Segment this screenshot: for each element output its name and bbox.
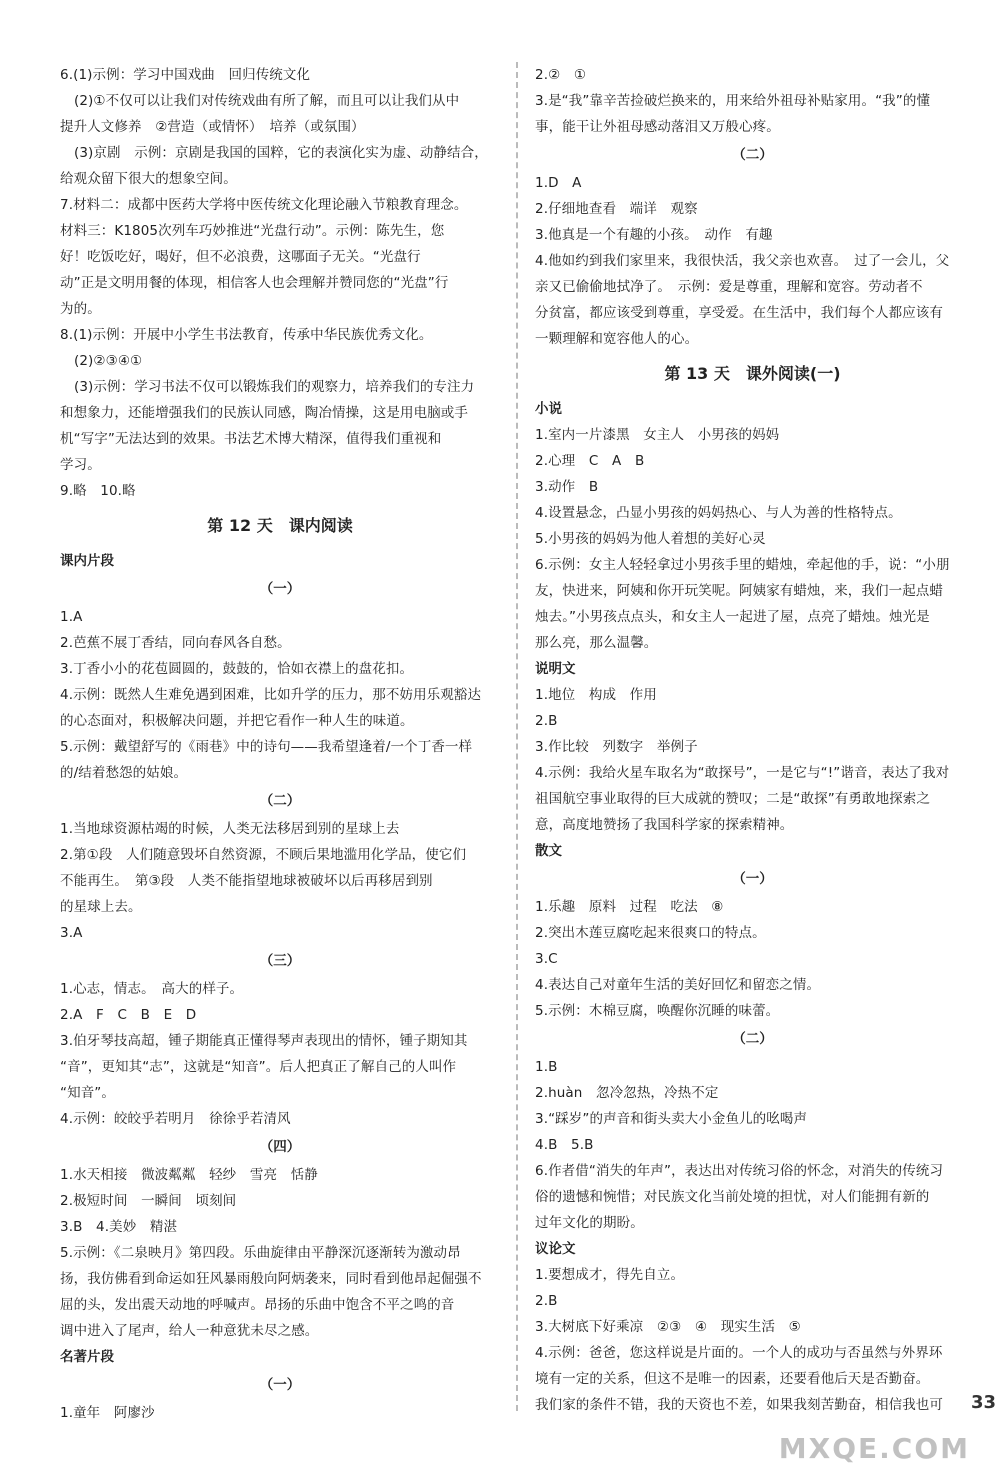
subsection-heading: 小说 bbox=[535, 401, 562, 417]
answer-line: 动”正是文明用餐的体现，相信客人也会理解并赞同您的“光盘”行 bbox=[60, 275, 449, 291]
part-heading: （一） bbox=[259, 1377, 301, 1393]
answer-line: 的/结着愁怨的姑娘。 bbox=[60, 765, 188, 781]
right-column bbox=[535, 62, 970, 1418]
answer-line: 6.(1)示例：学习中国戏曲 回归传统文化 bbox=[60, 67, 311, 83]
answer-line: 4.表达自己对童年生活的美好回忆和留恋之情。 bbox=[535, 977, 821, 993]
answer-line: 3.大树底下好乘凉 ②③ ④ 现实生活 ⑤ bbox=[535, 1319, 801, 1335]
answer-line: 3.他真是一个有趣的小孩。 动作 有趣 bbox=[535, 227, 773, 243]
answer-line: 2.B bbox=[535, 1293, 558, 1309]
answer-line: 4.B 5.B bbox=[535, 1137, 594, 1153]
answer-line: 4.示例：既然人生难免遇到困难，比如升学的压力，那不妨用乐观豁达 bbox=[60, 687, 482, 703]
answer-line: 6.示例：女主人轻轻拿过小男孩手里的蜡烛，牵起他的手，说：“小朋 bbox=[535, 557, 950, 573]
answer-line: 3.B 4.美妙 精湛 bbox=[60, 1219, 178, 1235]
answer-line: 机“写字”无法达到的效果。书法艺术博大精深，值得我们重视和 bbox=[60, 431, 442, 447]
answer-line: 亲又已偷偷地拭净了。 示例：爱是尊重，理解和宽容。劳动者不 bbox=[535, 279, 923, 295]
answer-line: 7.材料二：成都中医药大学将中医传统文化理论融入节粮教育理念。 bbox=[60, 197, 468, 213]
page-number: 33 bbox=[970, 1392, 996, 1413]
answer-line: 好！吃饭吃好，喝好，但不必浪费，这哪面子无关。“光盘行 bbox=[60, 249, 421, 265]
part-heading: （二） bbox=[259, 793, 301, 809]
answer-line: “音”，更知其“志”，这就是“知音”。后人把真正了解自己的人叫作 bbox=[60, 1059, 457, 1075]
answer-line: 扬，我仿佛看到命运如狂风暴雨般向阿炳袭来，同时看到他昂起倔强不 bbox=[60, 1271, 482, 1287]
answer-line: 2.第①段 人们随意毁坏自然资源，不顾后果地滥用化学品，使它们 bbox=[60, 847, 467, 863]
answer-line: 3.是“我”靠辛苦捡破烂换来的，用来给外祖母补贴家用。“我”的懂 bbox=[535, 93, 931, 109]
section-title: 第 13 天 课外阅读(一) bbox=[664, 364, 841, 383]
answer-line: 3.丁香小小的花苞圆圆的，鼓鼓的，恰如衣襟上的盘花扣。 bbox=[60, 661, 414, 677]
answer-line: 3.伯牙琴技高超，锺子期能真正懂得琴声表现出的情怀，锺子期知其 bbox=[60, 1033, 468, 1049]
answer-line: 给观众留下很大的想象空间。 bbox=[60, 171, 237, 187]
answer-line: 2.突出木莲豆腐吃起来很爽口的特点。 bbox=[535, 925, 766, 941]
answer-line: 2.心理 C A B bbox=[535, 453, 645, 469]
subsection-heading: 名著片段 bbox=[60, 1349, 114, 1365]
answer-line: 4.示例：皎皎乎若明月 徐徐乎若清风 bbox=[60, 1111, 291, 1127]
answer-line: 过年文化的期盼。 bbox=[535, 1215, 644, 1231]
answer-line: 俗的遗憾和惋惜；对民族文化当前处境的担忧，对人们能拥有新的 bbox=[535, 1189, 930, 1205]
part-heading: （三） bbox=[259, 953, 301, 969]
answer-line: 材料三：K1805次列车巧妙推进“光盘行动”。示例：陈先生，您 bbox=[60, 223, 445, 239]
part-heading: （二） bbox=[732, 147, 773, 163]
answer-line: 1.D A bbox=[535, 175, 582, 191]
subsection-heading: 散文 bbox=[535, 843, 562, 859]
answer-line: 1.水天相接 微波粼粼 轻纱 雪亮 恬静 bbox=[60, 1167, 318, 1183]
subsection-heading: 说明文 bbox=[535, 661, 576, 677]
answer-line: 9.略 10.略 bbox=[60, 483, 136, 499]
answer-line: 调中进入了尾声，给人一种意犹未尽之感。 bbox=[60, 1323, 319, 1339]
column-divider bbox=[516, 62, 518, 1411]
answer-line: 1.室内一片漆黑 女主人 小男孩的妈妈 bbox=[535, 427, 780, 443]
answer-line: 1.当地球资源枯竭的时候，人类无法移居到别的星球上去 bbox=[60, 821, 400, 837]
answer-line: 烛去。”小男孩点点头，和女主人一起进了屋，点亮了蜡烛。烛光是 bbox=[535, 609, 930, 625]
subsection-heading: 议论文 bbox=[535, 1241, 576, 1257]
answer-line: 1.B bbox=[535, 1059, 558, 1075]
answer-line: 1.童年 阿廖沙 bbox=[60, 1405, 155, 1421]
part-heading: （二） bbox=[732, 1031, 773, 1047]
answer-line: (2)②③④① bbox=[74, 353, 143, 369]
answer-line: 的星球上去。 bbox=[60, 899, 142, 915]
answer-line: 意，高度地赞扬了我国科学家的探索精神。 bbox=[535, 817, 794, 833]
answer-line: 4.示例：我给火星车取名为“敢探号”，一是它与“!”谐音，表达了我对 bbox=[535, 765, 950, 781]
answer-line: 为的。 bbox=[60, 301, 101, 317]
answer-line: 我们家的条件不错，我的天资也不差，如果我刻苦勤奋，相信我也可 bbox=[535, 1397, 943, 1413]
answer-line: 的心态面对，积极解决问题，并把它看作一种人生的味道。 bbox=[60, 713, 414, 729]
answer-line: 5.示例：《二泉映月》第四段。乐曲旋律由平静深沉逐渐转为激动昂 bbox=[60, 1245, 461, 1261]
answer-line: 3.“踩岁”的声音和街头卖大小金鱼儿的吆喝声 bbox=[535, 1111, 808, 1127]
answer-line: 2.芭蕉不展丁香结，同向春风各自愁。 bbox=[60, 635, 291, 651]
answer-line: 2.极短时间 一瞬间 顷刻间 bbox=[60, 1193, 237, 1209]
answer-line: 2.仔细地查看 端详 观察 bbox=[535, 201, 698, 217]
answer-line: 2.B bbox=[535, 713, 558, 729]
answer-line: 提升人文修养 ②营造（或情怀） 培养（或氛围） bbox=[60, 119, 365, 135]
part-heading: （一） bbox=[259, 581, 301, 597]
watermark-text: MXQE.COM bbox=[778, 1432, 970, 1465]
answer-line: 4.示例：爸爸，您这样说是片面的。一个人的成功与否虽然与外界环 bbox=[535, 1345, 943, 1361]
answer-line: (3)京剧 示例：京剧是我国的国粹，它的表演化实为虚、动静结合， bbox=[74, 145, 488, 161]
answer-line: 一颗理解和宽容他人的心。 bbox=[535, 331, 699, 347]
answer-line: 1.A bbox=[60, 609, 83, 625]
answer-line: 2.② ① bbox=[535, 67, 587, 83]
answer-line: 5.示例：木棉豆腐，唤醒你沉睡的味蕾。 bbox=[535, 1003, 780, 1019]
answer-line: (3)示例：学习书法不仅可以锻炼我们的观察力，培养我们的专注力 bbox=[74, 379, 475, 395]
part-heading: （一） bbox=[732, 871, 773, 887]
answer-line: 分贫富，都应该受到尊重，享受爱。在生活中，我们每个人都应该有 bbox=[535, 305, 943, 321]
answer-line: 1.要想成才，得先自立。 bbox=[535, 1267, 685, 1283]
answer-line: 5.小男孩的妈妈为他人着想的美好心灵 bbox=[535, 531, 766, 547]
answer-line: 祖国航空事业取得的巨大成就的赞叹；二是“敢探”有勇敢地探索之 bbox=[535, 791, 930, 807]
answer-line: 4.他如约到我们家里来，我很快活，我父亲也欢喜。 过了一会儿，父 bbox=[535, 253, 950, 269]
answer-line: 1.乐趣 原料 过程 吃法 ⑧ bbox=[535, 899, 724, 915]
answer-line: 事，能干让外祖母感动落泪又万般心疼。 bbox=[535, 119, 780, 135]
answer-line: 6.作者借“消失的年声”，表达出对传统习俗的怀念，对消失的传统习 bbox=[535, 1163, 944, 1179]
answer-line: 4.设置悬念，凸显小男孩的妈妈热心、与人为善的性格特点。 bbox=[535, 505, 902, 521]
answer-line: 1.心志，情志。 高大的样子。 bbox=[60, 981, 244, 997]
answer-line: 友，快进来，阿姨和你开玩笑呢。阿姨家有蜡烛，来，我们一起点蜡 bbox=[535, 583, 943, 599]
answer-line: 3.C bbox=[535, 951, 558, 967]
answer-line: 学习。 bbox=[60, 457, 101, 473]
answer-line: 1.地位 构成 作用 bbox=[535, 687, 657, 703]
answer-line: 2.huàn 忽冷忽热，冷热不定 bbox=[535, 1085, 719, 1101]
answer-line: 3.动作 B bbox=[535, 479, 599, 495]
left-column bbox=[60, 62, 500, 1426]
answer-line: 境有一定的关系，但这不是唯一的因素，还要看他后天是否勤奋。 bbox=[535, 1371, 930, 1387]
answer-line: 和想象力，还能增强我们的民族认同感，陶冶情操，这是用电脑或手 bbox=[60, 405, 468, 421]
answer-line: 3.A bbox=[60, 925, 83, 941]
answer-line: “知音”。 bbox=[60, 1085, 115, 1101]
answer-line: 5.示例：戴望舒写的《雨巷》中的诗句——我希望逢着/一个丁香一样 bbox=[60, 739, 473, 755]
answer-line: 8.(1)示例：开展中小学生书法教育，传承中华民族优秀文化。 bbox=[60, 327, 433, 343]
answer-line: 不能再生。 第③段 人类不能指望地球被破坏以后再移居到别 bbox=[60, 873, 433, 889]
part-heading: （四） bbox=[259, 1139, 301, 1155]
answer-line: 那么亮，那么温馨。 bbox=[535, 635, 658, 651]
section-title: 第 12 天 课内阅读 bbox=[207, 516, 353, 535]
answer-line: 2.A F C B E D bbox=[60, 1007, 197, 1023]
answer-line: (2)①不仅可以让我们对传统戏曲有所了解，而且可以让我们从中 bbox=[74, 93, 460, 109]
answer-line: 屈的头，发出震天动地的呼喊声。昂扬的乐曲中饱含不平之鸣的音 bbox=[60, 1297, 455, 1313]
subsection-heading: 课内片段 bbox=[60, 553, 114, 569]
answer-line: 3.作比较 列数字 举例子 bbox=[535, 739, 698, 755]
